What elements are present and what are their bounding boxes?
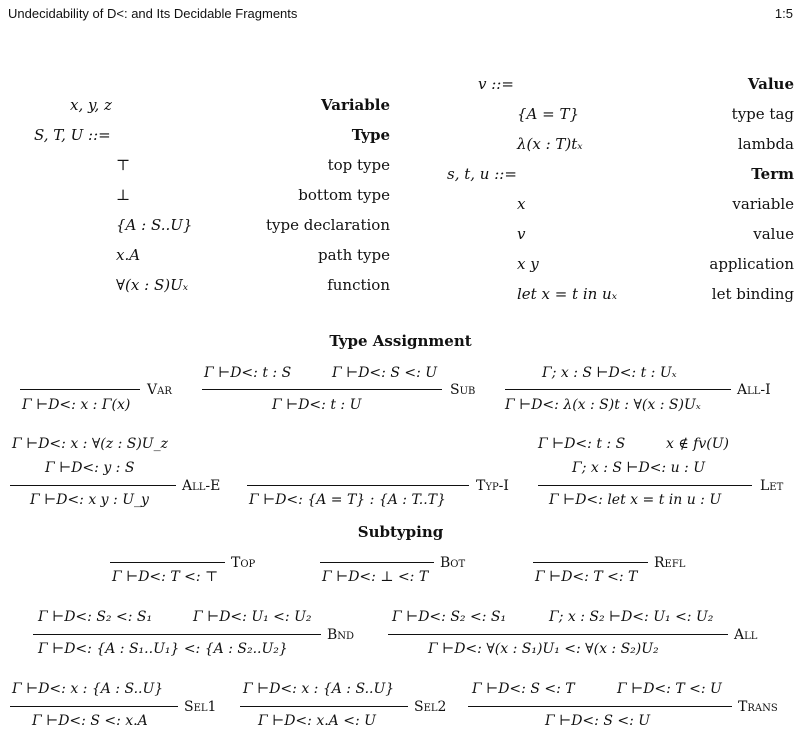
rule-sel2-name: Sel2 <box>414 699 447 715</box>
term-desc-let: let binding <box>711 285 794 303</box>
rule-var-conclusion: Γ ⊢D<: x : Γ(x) <box>22 397 131 413</box>
variable-meta: x, y, z <box>70 96 112 114</box>
type-assignment-heading: Type Assignment <box>329 332 472 350</box>
value-label: Value <box>747 75 794 93</box>
type-meta: S, T, U ::= <box>34 126 111 144</box>
rule-let-premise-2: Γ; x : S ⊢D<: u : U <box>572 460 706 476</box>
term-form-application: x y <box>517 255 539 273</box>
rule-var-name: Var <box>147 382 172 398</box>
type-desc-function: function <box>327 276 390 294</box>
rule-all-i-conclusion: Γ ⊢D<: λ(x : S)t : ∀(x : S)Uₓ <box>505 397 701 413</box>
rule-let-premise-1: Γ ⊢D<: t : S <box>538 436 626 452</box>
rule-top-conclusion: Γ ⊢D<: T <: ⊤ <box>112 569 219 585</box>
term-desc-variable: variable <box>732 195 794 213</box>
rule-bnd-premise-2: Γ ⊢D<: U₁ <: U₂ <box>193 609 312 625</box>
rule-trans-conclusion: Γ ⊢D<: S <: U <box>545 713 651 729</box>
rule-sel1-premise: Γ ⊢D<: x : {A : S..U} <box>12 681 164 697</box>
type-desc-top: top type <box>327 156 390 174</box>
value-form-lambda: λ(x : T)tₓ <box>517 135 583 153</box>
rule-sel1-conclusion: Γ ⊢D<: S <: x.A <box>32 713 148 729</box>
rule-bnd-premise-1: Γ ⊢D<: S₂ <: S₁ <box>38 609 153 625</box>
type-form-decl: {A : S..U} <box>116 216 193 234</box>
term-desc-application: application <box>709 255 794 273</box>
rule-refl-conclusion: Γ ⊢D<: T <: T <box>535 569 638 585</box>
rule-all-e-name: All-E <box>182 478 221 494</box>
term-form-value: v <box>517 225 526 243</box>
value-meta: v ::= <box>478 75 514 93</box>
type-desc-path: path type <box>318 246 390 264</box>
term-desc-value: value <box>753 225 794 243</box>
rule-trans-name: Trans <box>738 699 778 715</box>
rule-sub-conclusion: Γ ⊢D<: t : U <box>272 397 362 413</box>
term-form-variable: x <box>517 195 526 213</box>
rule-sel1-name: Sel1 <box>184 699 217 715</box>
rule-all-i-premise: Γ; x : S ⊢D<: t : Uₓ <box>542 365 677 381</box>
rule-sub-premise-1: Γ ⊢D<: t : S <box>204 365 292 381</box>
rule-all-e-premise-2: Γ ⊢D<: y : S <box>45 460 135 476</box>
rule-refl-name: Refl <box>654 555 686 571</box>
rule-trans-premise-2: Γ ⊢D<: T <: U <box>617 681 722 697</box>
rule-all-e-premise-1: Γ ⊢D<: x : ∀(z : S)U_z <box>12 436 168 452</box>
type-form-path: x.A <box>116 246 141 264</box>
type-form-top: ⊤ <box>116 156 131 174</box>
type-desc-bottom: bottom type <box>298 186 390 204</box>
rule-all-e-conclusion: Γ ⊢D<: x y : U_y <box>30 492 149 508</box>
rule-let-conclusion: Γ ⊢D<: let x = t in u : U <box>549 492 722 508</box>
rule-bot-name: Bot <box>440 555 466 571</box>
rule-all-conclusion: Γ ⊢D<: ∀(x : S₁)U₁ <: ∀(x : S₂)U₂ <box>428 641 659 657</box>
value-desc-typetag: type tag <box>731 105 794 123</box>
type-form-bottom: ⊥ <box>116 186 131 204</box>
rule-trans-premise-1: Γ ⊢D<: S <: T <box>472 681 575 697</box>
rule-typ-i-name: Typ-I <box>476 478 509 494</box>
page-number: 1:5 <box>774 6 793 21</box>
rule-let-premise-1b: x ∉ fv(U) <box>666 436 729 452</box>
variable-label: Variable <box>320 96 390 114</box>
term-form-let: let x = t in uₓ <box>517 285 618 303</box>
rule-sel2-conclusion: Γ ⊢D<: x.A <: U <box>258 713 376 729</box>
rule-bnd-conclusion: Γ ⊢D<: {A : S₁..U₁} <: {A : S₂..U₂} <box>38 641 288 657</box>
rule-top-name: Top <box>231 555 256 571</box>
rule-bnd-name: Bnd <box>327 627 355 643</box>
value-desc-lambda: lambda <box>737 135 794 153</box>
rule-all-premise-1: Γ ⊢D<: S₂ <: S₁ <box>392 609 507 625</box>
rule-sel2-premise: Γ ⊢D<: x : {A : S..U} <box>243 681 395 697</box>
rule-typ-i-conclusion: Γ ⊢D<: {A = T} : {A : T..T} <box>249 492 446 508</box>
running-header-title: Undecidability of D<: and Its Decidable Fragments <box>8 6 298 21</box>
rule-bot-conclusion: Γ ⊢D<: ⊥ <: T <box>322 569 429 585</box>
rule-sub-premise-2: Γ ⊢D<: S <: U <box>332 365 438 381</box>
term-meta: s, t, u ::= <box>447 165 517 183</box>
rule-let-name: Let <box>760 478 784 494</box>
value-form-typetag: {A = T} <box>517 105 580 123</box>
type-form-function: ∀(x : S)Uₓ <box>116 276 189 294</box>
rule-all-premise-2: Γ; x : S₂ ⊢D<: U₁ <: U₂ <box>549 609 714 625</box>
type-label: Type <box>351 126 390 144</box>
term-label: Term <box>751 165 794 183</box>
subtyping-heading: Subtyping <box>357 523 444 541</box>
rule-all-i-name: All-I <box>737 382 771 398</box>
rule-sub-name: Sub <box>450 382 476 398</box>
type-desc-decl: type declaration <box>266 216 390 234</box>
rule-all-name: All <box>734 627 758 643</box>
